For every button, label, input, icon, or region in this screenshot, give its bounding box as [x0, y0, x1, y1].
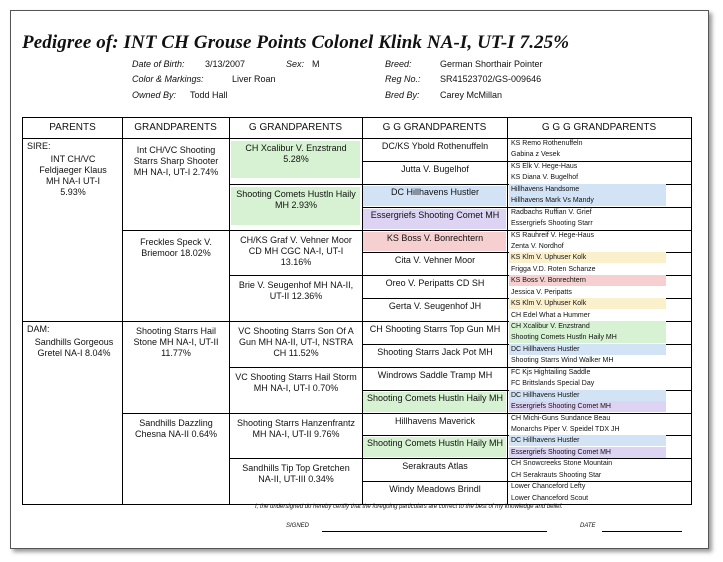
header-parents: PARENTS: [49, 122, 96, 133]
ggg-grandparent-24: Essergriefs Shooting Comet MH: [509, 401, 666, 412]
gg-grandparent-4: Essergriefs Shooting Comet MH: [370, 209, 500, 220]
reg-value: SR41523702/GS-009646: [440, 74, 542, 84]
ggg-grandparent-23: DC Hillhavens Hustler: [509, 390, 666, 401]
header-ggg-grandparents: G G G GRANDPARENTS: [541, 122, 657, 133]
ggg-grandparent-26: Monarchs Piper V. Speidel TDX JH: [511, 425, 620, 433]
ggg-grandparent-10: Zenta V. Nordhof: [511, 242, 564, 250]
dob-value: 3/13/2007: [205, 59, 246, 69]
g-grandparent-1: CH Xcalibur V. Enzstrand 5.28%: [245, 143, 347, 164]
gg-grandparent-13: Hillhavens Maverick: [394, 415, 476, 426]
signature-line[interactable]: [322, 531, 547, 532]
gg-grandparent-9: CH Shooting Starrs Top Gun MH: [369, 324, 501, 334]
gg-grandparent-16: Windy Meadows Brindl: [389, 484, 481, 495]
breed-value: German Shorthair Pointer: [440, 59, 543, 69]
date-label: DATE: [580, 523, 596, 529]
ggg-grandparent-28: Essergriefs Shooting Comet MH: [509, 447, 666, 458]
gg-grandparent-7: Oreo V. Peripatts CD SH: [385, 278, 485, 289]
ggg-grandparent-31: Lower Chanceford Lefty: [511, 483, 586, 491]
page-title: Pedigree of: INT CH Grouse Points Colonel Klink NA-I, UT-I 7.25%: [22, 32, 570, 53]
ggg-grandparent-27: DC Hillhavens Hustler: [509, 435, 666, 446]
ggg-grandparent-14: Jessica V. Peripatts: [511, 288, 572, 296]
ggg-grandparent-25: CH Michi-Guns Sundance Beau: [511, 414, 611, 422]
ggg-grandparent-6: Hillhavens Mark Vs Mandy: [509, 195, 666, 206]
ggg-grandparent-3: KS Elk V. Hege-Haus: [511, 162, 578, 170]
dam-label: DAM:: [27, 324, 50, 334]
gg-grandparent-12: Shooting Comets Hustln Haily MH: [366, 392, 504, 403]
gg-grandparent-11: Windrows Saddle Tramp MH: [377, 369, 493, 380]
g-grandparent-8: Sandhills Tip Top Gretchen NA-II, UT-III 0.34%: [242, 463, 350, 485]
ggg-grandparent-32: Lower Chanceford Scout: [511, 494, 589, 502]
gg-grandparent-15: Serakrauts Atlas: [402, 461, 468, 472]
gg-grandparent-6: Cita V. Vehner Moor: [394, 255, 476, 266]
header-gg-grandparents: G G GRANDPARENTS: [382, 122, 487, 133]
ggg-grandparent-13: KS Boss V. Bonrechtern: [509, 275, 666, 286]
ggg-grandparent-4: KS Diana V. Bugelhof: [511, 174, 579, 182]
color-value: Liver Roan: [232, 74, 276, 84]
g-grandparent-3: CH/KS Graf V. Vehner Moor CD MH CGC NA-I, UT-I 13.16%: [240, 234, 352, 267]
color-label: Color & Markings:: [132, 74, 204, 84]
header-grandparents: GRANDPARENTS: [134, 122, 217, 133]
gg-grandparent-5: KS Boss V. Bonrechtern: [386, 232, 484, 243]
grandparent-4: Sandhills Dazzling Chesna NA-II 0.64%: [134, 418, 218, 439]
ggg-grandparent-5: Hillhavens Handsome: [509, 184, 666, 195]
pedigree-table: [22, 117, 692, 505]
column-divider: [229, 118, 230, 504]
signed-label: SIGNED: [286, 523, 310, 529]
owned-value: Todd Hall: [190, 90, 228, 100]
ggg-grandparent-16: CH Edel What a Hummer: [511, 311, 590, 319]
ggg-grandparent-22: FC Brittslands Special Day: [511, 380, 595, 388]
dob-label: Date of Birth:: [132, 59, 185, 69]
ggg-grandparent-19: DC Hillhavens Hustler: [509, 344, 666, 355]
ggg-grandparent-7: Radbachs Ruffian V. Grief: [511, 208, 592, 216]
gg-grandparent-1: DC/KS Ybold Rothenuffeln: [381, 141, 489, 151]
gg-grandparent-3: DC Hillhavens Hustler: [390, 186, 480, 197]
sex-label: Sex:: [286, 59, 305, 69]
bred-label: Bred By:: [385, 90, 420, 100]
g-grandparent-7: Shooting Starrs Hanzenfrantz MH NA-I, UT-II 9.76%: [236, 417, 356, 439]
sire-label: SIRE:: [27, 141, 51, 151]
ggg-grandparent-17: CH Xcalibur V. Enzstrand: [509, 321, 666, 332]
owned-label: Owned By:: [132, 90, 177, 100]
column-divider: [122, 118, 123, 504]
grandparent-1: Int CH/VC Shooting Starrs Sharp Shooter MH NA-I, UT-I 2.74%: [133, 145, 219, 177]
g-grandparent-2: Shooting Comets Hustln Haily MH 2.93%: [236, 188, 356, 210]
ggg-grandparent-8: Essergriefs Shooting Starr: [511, 220, 593, 228]
ggg-grandparent-1: KS Remo Rothenuffeln: [511, 140, 583, 147]
ggg-grandparent-12: Frigga V.D. Roten Schanze: [511, 265, 596, 273]
g-grandparent-6: VC Shooting Starrs Hail Storm MH NA-I, UT-I 0.70%: [235, 371, 357, 393]
reg-label: Reg No.:: [385, 74, 421, 84]
column-divider: [507, 118, 508, 504]
grandparent-2: Freckles Speck V. Briemoor 18.02%: [140, 237, 212, 258]
ggg-grandparent-29: CH Snowcreeks Stone Mountain: [511, 460, 613, 468]
header-g-grandparents: G GRANDPARENTS: [248, 122, 343, 133]
gg-grandparent-14: Shooting Comets Hustln Haily MH: [366, 438, 504, 449]
date-line[interactable]: [602, 531, 682, 532]
breed-label: Breed:: [385, 59, 412, 69]
bred-value: Carey McMillan: [440, 90, 503, 100]
gg-grandparent-10: Shooting Starrs Jack Pot MH: [377, 346, 493, 357]
ggg-grandparent-21: FC Kjs Hightailing Saddle: [511, 368, 591, 376]
gg-grandparent-8: Gerta V. Seugenhof JH: [388, 301, 482, 312]
certification-text: I, the undersigned do hereby certify that the foregoing particulars are correct to the best of my knowledge and belief.: [255, 504, 563, 510]
g-grandparent-4: Brie V. Seugenhof MH NA-II, UT-II 12.36%: [238, 280, 354, 302]
grandparent-3: Shooting Starrs Hail Stone MH NA-I, UT-II 11.77%: [133, 326, 219, 358]
dam-name: Sandhills Gorgeous Gretel NA-I 8.04%: [34, 337, 114, 358]
ggg-grandparent-9: KS Rauhreif V. Hege-Haus: [511, 231, 595, 239]
sire-name: INT CH/VC Feldjaeger Klaus MH NA-I UT-I 5.93%: [39, 154, 107, 197]
ggg-grandparent-20: Shooting Starrs Wind Walker MH: [511, 357, 614, 365]
ggg-grandparent-15: KS Klm V. Uphuser Kolk: [509, 298, 666, 309]
sex-value: M: [312, 59, 320, 69]
ggg-grandparent-2: Gabina z Vesek: [511, 151, 561, 159]
gg-grandparent-2: Jutta V. Bugelhof: [401, 163, 469, 174]
g-grandparent-5: VC Shooting Starrs Son Of A Gun MH NA-II, UT-I, NSTRA CH 11.52%: [238, 326, 354, 358]
ggg-grandparent-11: KS Klm V. Uphuser Kolk: [509, 252, 666, 263]
ggg-grandparent-30: CH Serakrauts Shooting Star: [511, 471, 602, 479]
ggg-grandparent-18: Shooting Comets Hustln Haily MH: [509, 332, 666, 343]
